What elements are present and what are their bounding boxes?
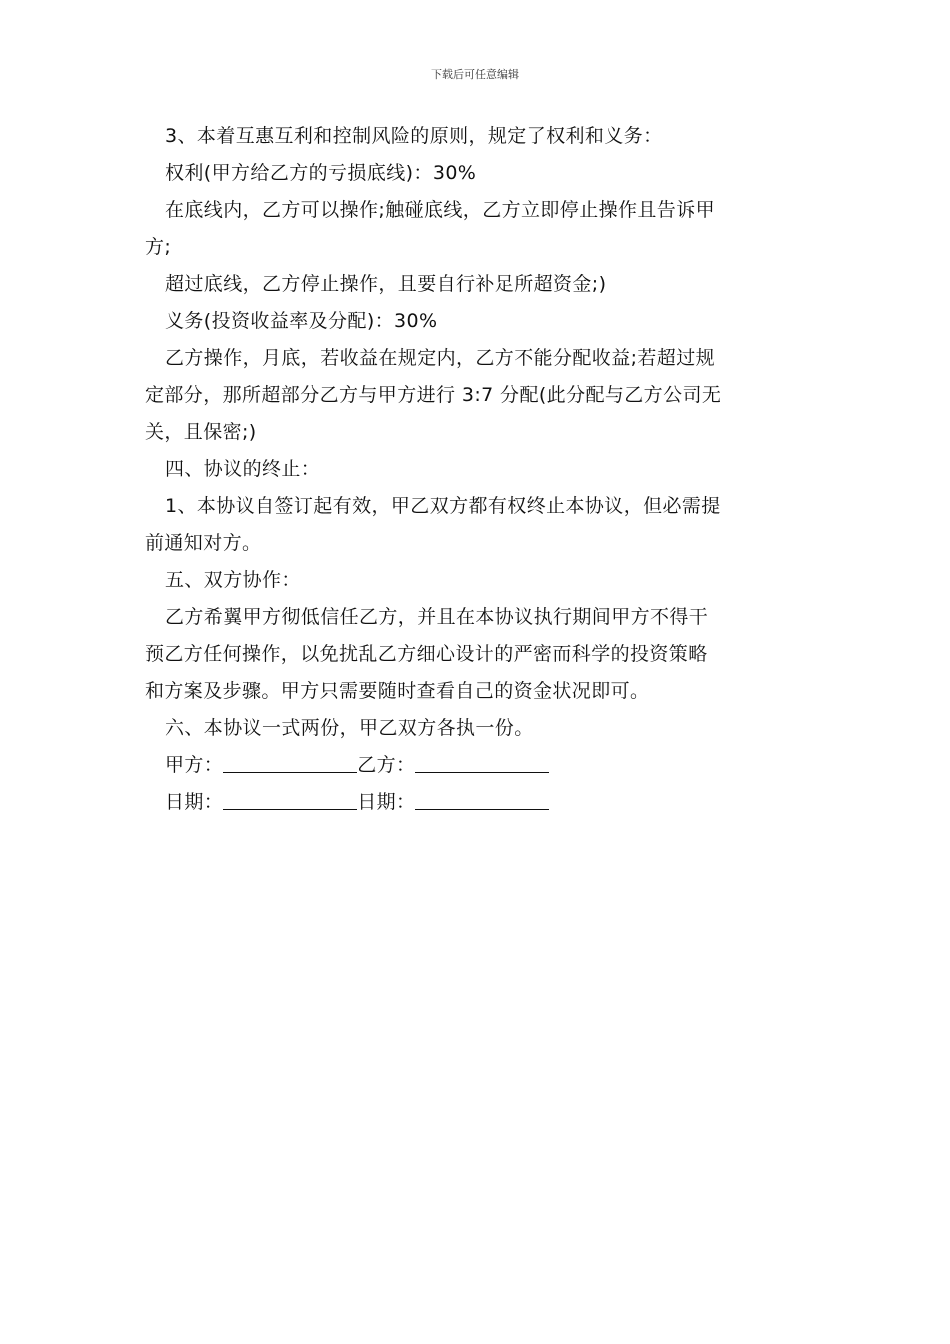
paragraph-within-limit: 在底线内，乙方可以操作;触碰底线，乙方立即停止操作且告诉甲: [165, 199, 716, 221]
paragraph-cooperation-cont2: 和方案及步骤。甲方只需要随时查看自己的资金状况即可。: [145, 680, 650, 702]
paragraph-cooperation: 乙方希翼甲方彻低信任乙方，并且在本协议执行期间甲方不得干: [165, 606, 709, 628]
paragraph-profit-share-cont2: 关，且保密;): [145, 421, 257, 443]
paragraph-cooperation-cont1: 预乙方任何操作，以免扰乱乙方细心设计的严密而科学的投资策略: [145, 643, 708, 665]
section-heading-termination: 四、协议的终止：: [165, 458, 321, 480]
party-b-signature-blank[interactable]: [415, 752, 549, 773]
party-b-date-blank[interactable]: [415, 789, 549, 810]
date-label-a: 日期：: [165, 791, 224, 813]
paragraph-profit-share: 乙方操作，月底，若收益在规定内，乙方不能分配收益;若超过规: [165, 347, 716, 369]
paragraph-profit-share-cont1: 定部分，那所超部分乙方与甲方进行 3:7 分配(此分配与乙方公司无: [145, 384, 722, 406]
paragraph-obligations: 义务(投资收益率及分配)：30%: [165, 310, 438, 332]
document-body: [145, 118, 810, 821]
party-a-date-blank[interactable]: [223, 789, 357, 810]
page-header: 下载后可任意编辑: [431, 68, 519, 81]
party-b-label: 乙方：: [357, 754, 416, 776]
date-label-b: 日期：: [357, 791, 416, 813]
paragraph-exceed-limit: 超过底线，乙方停止操作，且要自行补足所超资金;): [165, 273, 607, 295]
paragraph-rights: 权利(甲方给乙方的亏损底线)：30%: [165, 162, 477, 184]
paragraph-within-limit-cont: 方;: [145, 236, 172, 258]
party-a-label: 甲方：: [165, 754, 224, 776]
party-a-signature-blank[interactable]: [223, 752, 357, 773]
date-row: [145, 784, 810, 821]
paragraph-termination-cont: 前通知对方。: [145, 532, 262, 554]
section-heading-copies: 六、本协议一式两份，甲乙双方各执一份。: [165, 717, 534, 739]
signature-row: [145, 747, 810, 784]
section-heading-cooperation: 五、双方协作：: [165, 569, 301, 591]
paragraph-termination: 1、本协议自签订起有效，甲乙双方都有权终止本协议，但必需提: [165, 495, 721, 517]
paragraph-clause-3: 3、本着互惠互利和控制风险的原则，规定了权利和义务：: [165, 125, 663, 147]
